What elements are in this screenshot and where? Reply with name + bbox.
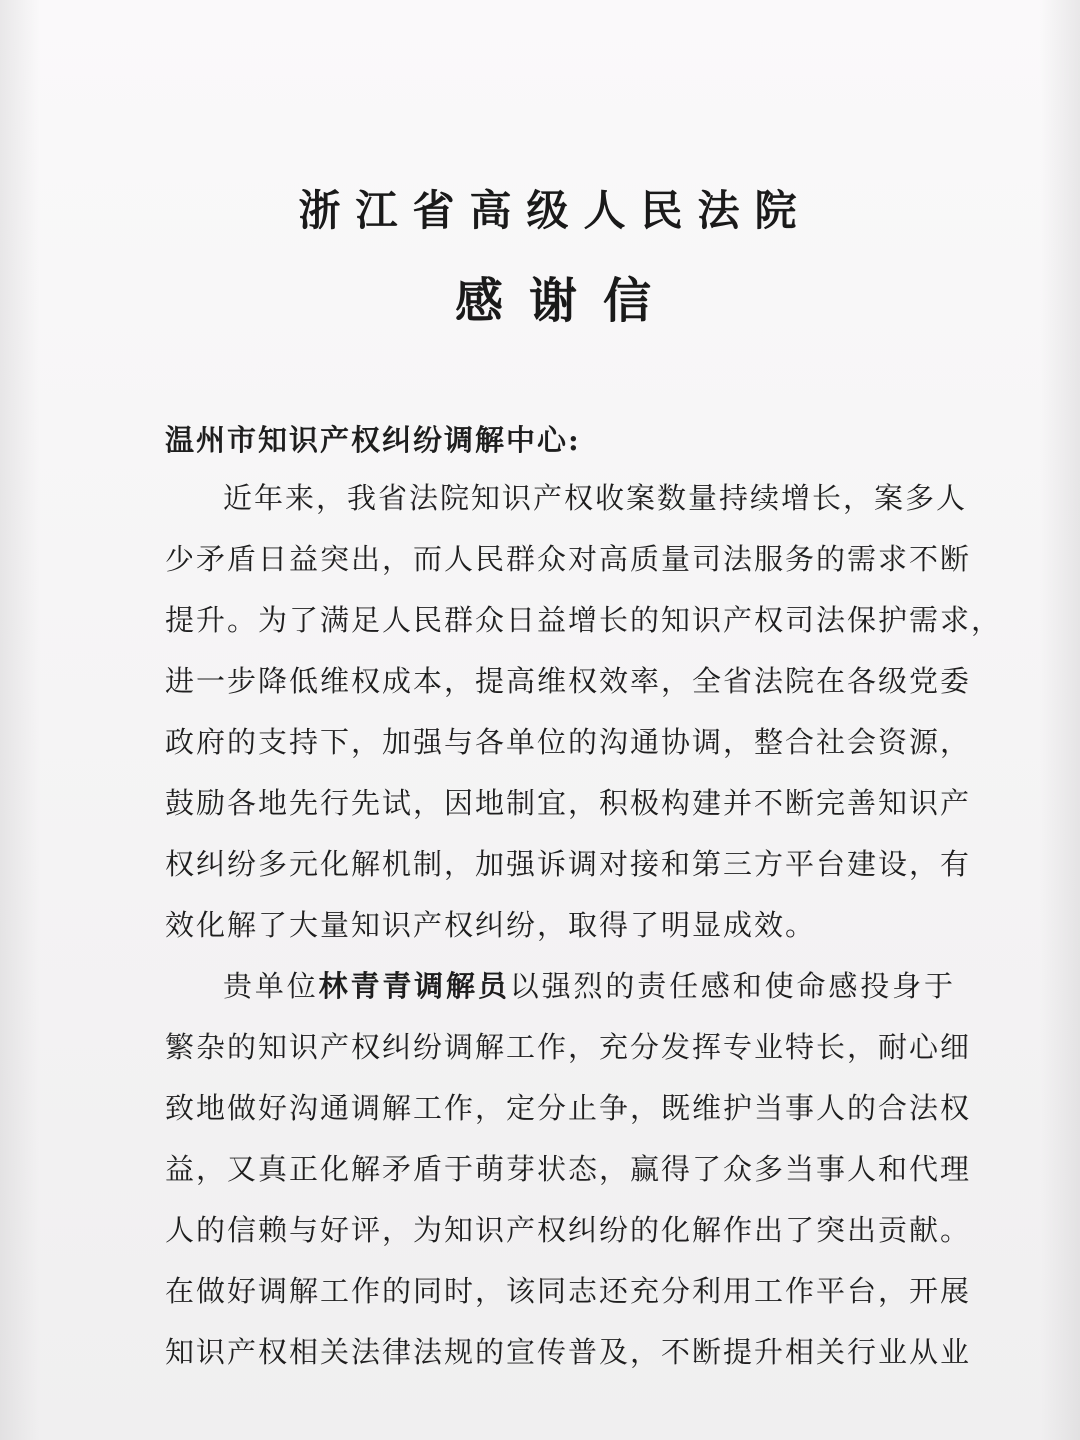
- document-type-title: 感谢信: [454, 273, 677, 329]
- paragraph-2-line-7: 知识产权相关法律法规的宣传普及，不断提升相关行业从业: [165, 1335, 972, 1369]
- paragraph-2-line-4: 益，又真正化解矛盾于萌芽状态，赢得了众多当事人和代理: [165, 1152, 972, 1186]
- mediator-name: 林青青调解员: [318, 969, 510, 1003]
- paragraph-2-line-1: [223, 966, 955, 1006]
- paragraph-2-suffix: 以强烈的责任感和使命感投身于: [509, 969, 955, 1003]
- organization-title: 浙江省高级人民法院: [298, 186, 812, 235]
- paragraph-1-line-1: 近年来，我省法院知识产权收案数量持续增长，案多人: [223, 481, 968, 515]
- paragraph-1-line-5: 政府的支持下，加强与各单位的沟通协调，整合社会资源，: [165, 725, 972, 759]
- paragraph-1-line-3: 提升。为了满足人民群众日益增长的知识产权司法保护需求，: [165, 603, 1003, 637]
- paragraph-1-line-7: 权纠纷多元化解机制，加强诉调对接和第三方平台建设，有: [165, 847, 972, 881]
- paragraph-1-line-6: 鼓励各地先行先试，因地制宜，积极构建并不断完善知识产: [165, 786, 972, 820]
- paragraph-1-line-8: 效化解了大量知识产权纠纷，取得了明显成效。: [165, 908, 817, 942]
- paragraph-2-line-5: 人的信赖与好评，为知识产权纠纷的化解作出了突出贡献。: [165, 1213, 972, 1247]
- paragraph-2-prefix: 贵单位: [223, 969, 319, 1003]
- paragraph-1-line-2: 少矛盾日益突出，而人民群众对高质量司法服务的需求不断: [165, 542, 972, 576]
- paragraph-1-line-4: 进一步降低维权成本，提高维权效率，全省法院在各级党委: [165, 664, 972, 698]
- salutation: 温州市知识产权纠纷调解中心:: [165, 423, 581, 457]
- paragraph-2-line-3: 致地做好沟通调解工作，定分止争，既维护当事人的合法权: [165, 1091, 972, 1125]
- paragraph-2-line-6: 在做好调解工作的同时，该同志还充分利用工作平台，开展: [165, 1274, 972, 1308]
- paragraph-2-line-2: 繁杂的知识产权纠纷调解工作，充分发挥专业特长，耐心细: [165, 1030, 972, 1064]
